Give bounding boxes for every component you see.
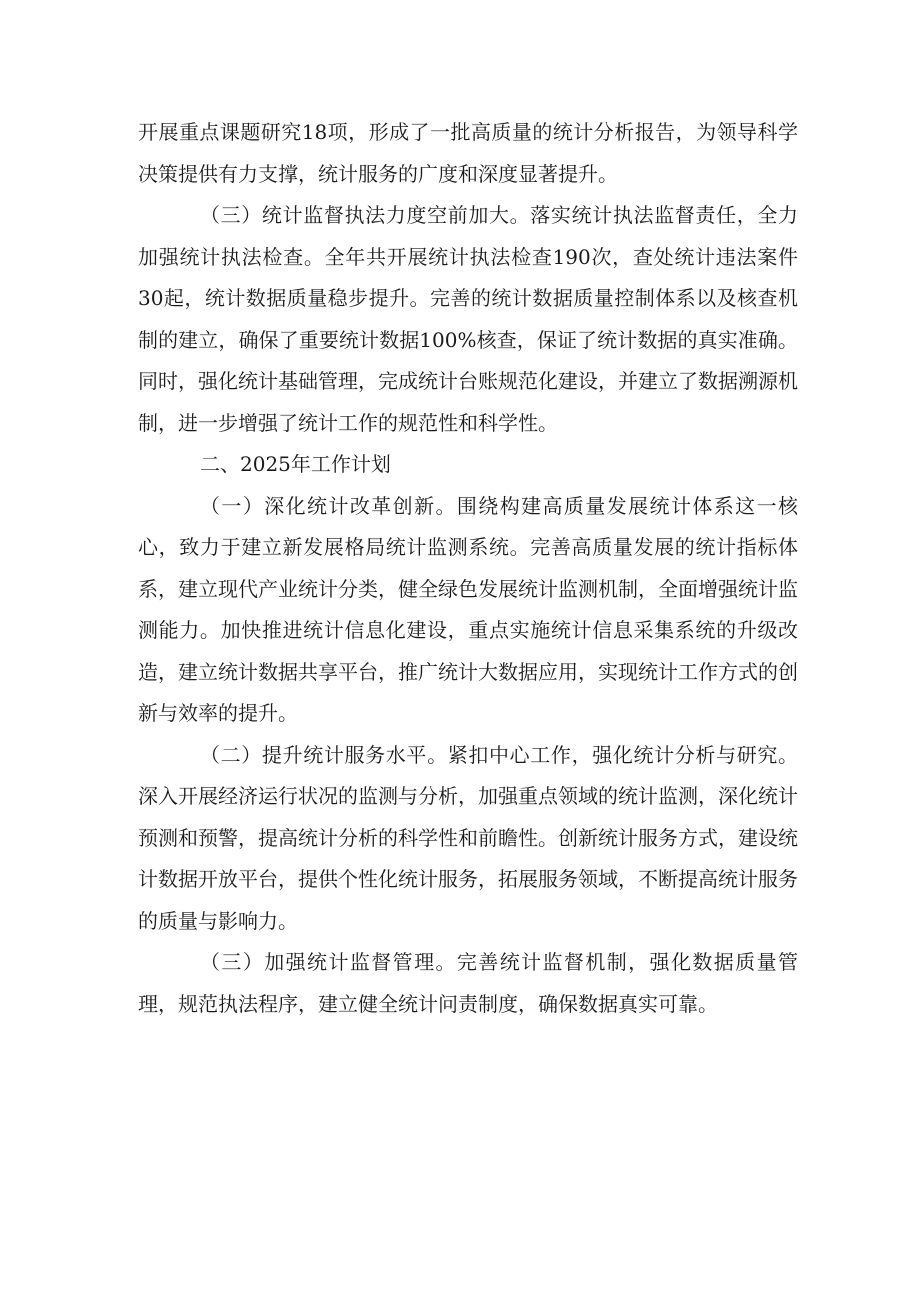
paragraph-continuation: 开展重点课题研究18项，形成了一批高质量的统计分析报告，为领导科学决策提供有力支撑，统计服务的广度和深度显著提升。 (138, 120, 798, 186)
paragraph-reform-innovation: （一）深化统计改革创新。围绕构建高质量发展统计体系这一核心，致力于建立新发展格局统计监测系统。完善高质量发展的统计指标体系，建立现代产业统计分类，健全绿色发展统计监测机制，全面增强统计监测能力。加快推进统计信息化建设，重点实施统计信息采集系统的升级改造，建立统计数据共享平台，推广统计大数据应用，实现统计工作方式的创新与效率的提升。 (138, 493, 798, 725)
paragraph-supervision-management: （三）加强统计监督管理。完善统计监督机制，强化数据质量管理，规范执法程序，建立健全统计问责制度，确保数据真实可靠。 (138, 950, 798, 1016)
section-heading-2025-plan: 二、2025年工作计划 (200, 452, 391, 476)
paragraph-supervision-enforcement: （三）统计监督执法力度空前加大。落实统计执法监督责任，全力加强统计执法检查。全年共开展统计执法检查190次，查处统计违法案件30起，统计数据质量稳步提升。完善的统计数据质量控制体系以及核查机制的建立，确保了重要统计数据100%核查，保证了统计数据的真实准确。同时，强化统计基础管理，完成统计台账规范化建设，并建立了数据溯源机制，进一步增强了统计工作的规范性和科学性。 (138, 203, 798, 435)
document-body (138, 112, 798, 1025)
paragraph-service-level: （二）提升统计服务水平。紧扣中心工作，强化统计分析与研究。深入开展经济运行状况的监测与分析，加强重点领域的统计监测，深化统计预测和预警，提高统计分析的科学性和前瞻性。创新统计服务方式，建设统计数据开放平台，提供个性化统计服务，拓展服务领域，不断提高统计服务的质量与影响力。 (138, 742, 798, 933)
